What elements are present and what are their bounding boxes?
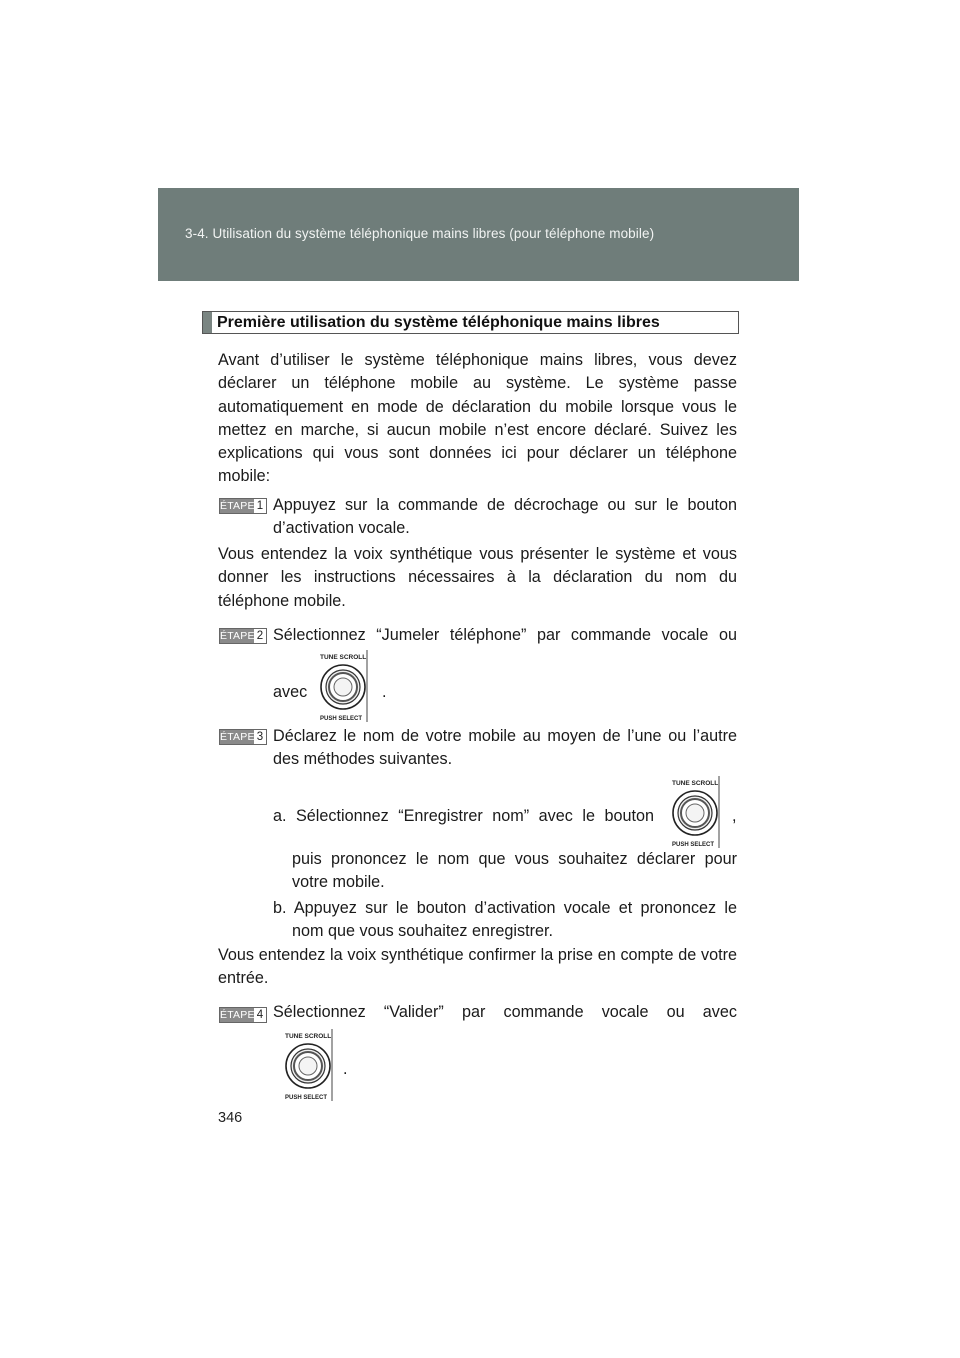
method-a-continuation: puis prononcez le nom que vous souhaitez déclarer pour votre mobile. [292,850,737,892]
svg-text:TUNE SCROLL: TUNE SCROLL [285,1033,332,1040]
step-label: ÉTAPE [220,500,255,512]
step-label: ÉTAPE [220,1009,255,1021]
chapter-title: 3-4. Utilisation du système téléphonique mains libres (pour téléphone mobile) [185,226,655,241]
chapter-header [158,188,799,281]
section-heading [202,311,739,334]
step-3-text: Déclarez le nom de votre mobile au moyen de l’une ou l’autre des méthodes suivantes. [273,727,737,769]
tune-scroll-knob-icon [670,776,724,848]
method-a-text: a. Sélectionnez “Enregistrer nom” avec le bouton [273,807,654,825]
step-1-text: Appuyez sur la commande de décrochage ou sur le bouton d’activation vocale. [273,496,737,538]
svg-text:TUNE SCROLL: TUNE SCROLL [672,780,719,787]
svg-text:PUSH SELECT: PUSH SELECT [285,1095,328,1101]
step-4-end: . [343,1060,348,1078]
step-label: ÉTAPE [220,731,255,743]
after-step-1-paragraph: Vous entendez la voix synthétique vous présenter le système et vous donner les instructions nécessaires à la déclaration du nom du téléphone mobile. [218,545,737,610]
step-2-end: . [382,683,387,701]
step-4-text: Sélectionnez “Valider” par commande vocale ou avec [273,1003,737,1021]
svg-text:PUSH SELECT: PUSH SELECT [672,842,715,848]
step-2-text: Sélectionnez “Jumeler téléphone” par commande vocale ou [273,626,737,644]
step-badge-3 [219,729,267,745]
svg-text:PUSH SELECT: PUSH SELECT [320,716,363,722]
tune-scroll-knob-icon [283,1029,337,1101]
page-number: 346 [218,1110,243,1126]
step-badge-4 [219,1007,267,1023]
step-label: ÉTAPE [220,630,255,642]
step-2-suffix: avec [273,683,308,701]
section-title: Première utilisation du système téléphonique mains libres [217,314,660,331]
section-accent-bar [203,312,212,333]
method-b-text: b. Appuyez sur le bouton d’activation vocale et prononcez le nom que vous souhaitez enregistrer. [273,899,737,941]
step-badge-1 [219,498,267,514]
step-number: 4 [256,1009,264,1021]
svg-text:TUNE SCROLL: TUNE SCROLL [320,654,367,661]
step-number: 2 [256,630,264,642]
step-badge-2 [219,628,267,644]
intro-paragraph: Avant d’utiliser le système téléphonique mains libres, vous devez déclarer un téléphone mobile au système. Le système passe automatiquement en mode de déclaration du mobile lorsque vous le mettez en marche, si aucun mobile n’est encore déclaré. Suivez les explications qui vous sont données ici pour déclarer un téléphone mobile: [218,351,737,486]
step-number: 3 [256,731,264,743]
tune-scroll-knob-icon [318,650,372,722]
method-a-comma: , [732,807,737,825]
after-step-3-paragraph: Vous entendez la voix synthétique confirmer la prise en compte de votre entrée. [218,946,737,988]
step-number: 1 [256,500,264,512]
